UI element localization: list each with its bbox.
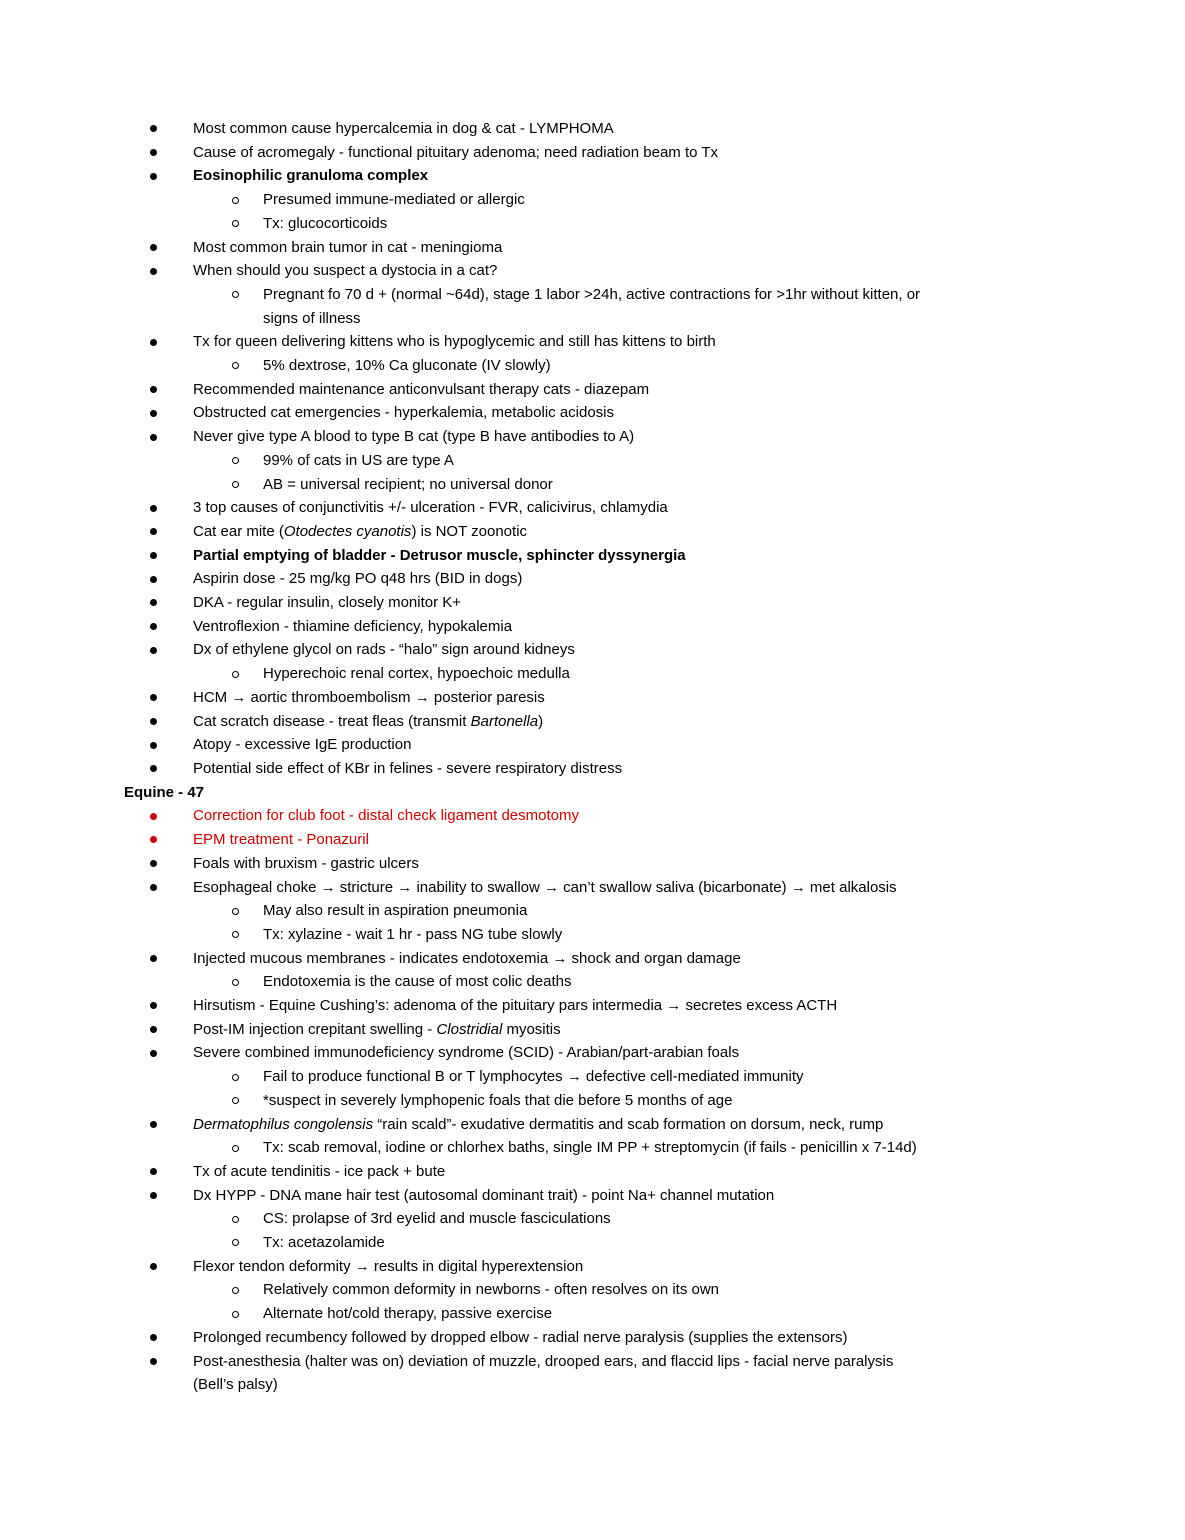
list-item	[124, 947, 1090, 971]
disc-bullet-icon	[150, 647, 157, 654]
text-run: Presumed immune-mediated or allergic	[263, 191, 525, 209]
disc-bullet-icon	[150, 742, 157, 749]
line-text	[193, 831, 369, 848]
list-item	[124, 591, 1090, 615]
line-text	[263, 191, 525, 208]
disc-bullet-icon	[150, 599, 157, 606]
circle-bullet-icon	[232, 481, 239, 488]
line-text	[193, 1258, 583, 1275]
text-run: Potential side effect of KBr in felines - severe respiratory distress	[193, 759, 623, 777]
text-run: May also result in aspiration pneumonia	[263, 902, 528, 920]
line-text	[263, 1068, 804, 1085]
list-item	[124, 994, 1090, 1018]
disc-bullet-icon	[150, 1050, 157, 1057]
circle-bullet-icon	[232, 1287, 239, 1294]
disc-bullet-icon	[150, 623, 157, 630]
text-run: When should you suspect a dystocia in a cat?	[193, 262, 498, 280]
text-run: Foals with bruxism - gastric ulcers	[193, 854, 419, 872]
list-item	[124, 283, 1090, 330]
list-item	[124, 1350, 1090, 1397]
line-text	[193, 689, 545, 706]
line-text	[263, 357, 551, 374]
list-item	[124, 401, 1090, 425]
disc-bullet-icon	[150, 955, 157, 962]
line-text	[193, 1329, 848, 1346]
list-item	[124, 259, 1090, 283]
circle-bullet-icon	[232, 1145, 239, 1152]
circle-bullet-icon	[232, 362, 239, 369]
section-heading	[124, 781, 1090, 805]
text-run: )	[538, 712, 544, 730]
text-run: Tx for queen delivering kittens who is hypoglycemic and still has kittens to birth	[193, 333, 716, 351]
text-run: Most common cause hypercalcemia in dog & cat - LYMPHOMA	[193, 120, 614, 137]
list-item	[124, 615, 1090, 639]
disc-bullet-icon	[150, 244, 157, 251]
line-text	[193, 428, 634, 445]
disc-bullet-icon	[150, 434, 157, 441]
line-text	[193, 262, 497, 279]
text-run: Recommended maintenance anticonvulsant therapy cats - diazepam	[193, 380, 650, 398]
text-run: Obstructed cat emergencies - hyperkalemia, metabolic acidosis	[193, 404, 615, 422]
text-run: Tx: glucocorticoids	[263, 214, 388, 232]
list-item	[124, 544, 1090, 568]
line-text	[193, 641, 575, 658]
list-item	[124, 425, 1090, 449]
circle-bullet-icon	[232, 1239, 239, 1246]
text-run: 5% dextrose, 10% Ca gluconate (IV slowly)	[263, 357, 551, 375]
line-text	[263, 215, 387, 232]
list-item	[124, 1207, 1090, 1231]
line-text	[193, 499, 668, 516]
disc-bullet-icon	[150, 576, 157, 583]
disc-bullet-icon	[150, 410, 157, 417]
text-run: AB = universal recipient; no universal donor	[263, 475, 553, 493]
line-text	[193, 523, 527, 540]
line-text	[193, 618, 512, 635]
line-text	[193, 1353, 893, 1394]
list-item	[124, 710, 1090, 734]
text-run: Tx: scab removal, iodine or chlorhex baths, single IM PP + streptomycin (if fails - penicillin x 7-14d)	[263, 1139, 917, 1157]
list-item	[124, 354, 1090, 378]
line-text	[263, 665, 570, 682]
list-item	[124, 1278, 1090, 1302]
text-run: 99% of cats in US are type A	[263, 451, 454, 469]
line-text	[263, 1139, 917, 1156]
disc-bullet-icon	[150, 125, 157, 132]
text-run: Tx of acute tendinitis - ice pack + bute	[193, 1162, 446, 1180]
text-run: Cause of acromegaly - functional pituitary adenoma; need radiation beam to Tx	[193, 143, 719, 161]
text-run: Hirsutism - Equine Cushing’s: adenoma of the pituitary pars intermedia → secretes excess ACTH	[193, 997, 838, 1015]
line-text	[193, 333, 716, 350]
text-run: Severe combined immunodeficiency syndrome (SCID) - Arabian/part-arabian foals	[193, 1044, 740, 1062]
disc-bullet-icon	[150, 694, 157, 701]
list-item	[124, 212, 1090, 236]
line-text	[193, 1187, 774, 1204]
disc-bullet-icon	[150, 860, 157, 867]
circle-bullet-icon	[232, 1074, 239, 1081]
text-run: Correction for club foot - distal check ligament desmotomy	[193, 807, 579, 825]
text-run: Injected mucous membranes - indicates endotoxemia → shock and organ damage	[193, 949, 741, 967]
disc-bullet-icon	[150, 718, 157, 725]
line-text	[193, 1044, 739, 1061]
list-item	[124, 1041, 1090, 1065]
line-text	[193, 807, 579, 824]
line-text	[263, 973, 572, 990]
line-text	[193, 855, 419, 872]
text-run: 3 top causes of conjunctivitis +/- ulceration - FVR, calicivirus, chlamydia	[193, 499, 668, 517]
disc-bullet-icon	[150, 836, 157, 843]
list-item	[124, 1231, 1090, 1255]
text-run: “rain scald”- exudative dermatitis and scab formation on dorsum, neck, rump	[373, 1115, 884, 1133]
list-item	[124, 1184, 1090, 1208]
circle-bullet-icon	[232, 457, 239, 464]
line-text	[263, 926, 562, 943]
line-text	[193, 167, 428, 184]
circle-bullet-icon	[232, 931, 239, 938]
disc-bullet-icon	[150, 552, 157, 559]
text-run: signs of illness	[263, 309, 361, 327]
list-item	[124, 662, 1090, 686]
disc-bullet-icon	[150, 1358, 157, 1365]
line-text	[193, 120, 614, 137]
circle-bullet-icon	[232, 291, 239, 298]
text-run: Atopy - excessive IgE production	[193, 736, 412, 754]
list-item	[124, 330, 1090, 354]
text-run: *suspect in severely lymphopenic foals that die before 5 months of age	[263, 1091, 733, 1109]
disc-bullet-icon	[150, 1263, 157, 1270]
disc-bullet-icon	[150, 386, 157, 393]
disc-bullet-icon	[150, 1168, 157, 1175]
disc-bullet-icon	[150, 813, 157, 820]
line-text	[193, 1116, 883, 1133]
line-text	[193, 1021, 561, 1038]
text-run: (Bell’s palsy)	[193, 1376, 278, 1394]
text-run: Partial emptying of bladder - Detrusor muscle, sphincter dyssynergia	[193, 546, 686, 564]
line-text	[263, 1234, 385, 1251]
line-text	[124, 784, 204, 801]
italic-text-run: Dermatophilus congolensis	[193, 1115, 374, 1133]
disc-bullet-icon	[150, 765, 157, 772]
line-text	[193, 760, 622, 777]
line-text	[193, 570, 522, 587]
circle-bullet-icon	[232, 979, 239, 986]
line-text	[263, 1092, 732, 1109]
list-item	[124, 638, 1090, 662]
text-run: myositis	[502, 1020, 561, 1038]
disc-bullet-icon	[150, 1121, 157, 1128]
list-item	[124, 852, 1090, 876]
list-item	[124, 1136, 1090, 1160]
italic-text-run: Clostridial	[436, 1020, 503, 1038]
disc-bullet-icon	[150, 149, 157, 156]
circle-bullet-icon	[232, 1311, 239, 1318]
text-run: CS: prolapse of 3rd eyelid and muscle fasciculations	[263, 1210, 611, 1228]
text-run: Relatively common deformity in newborns - often resolves on its own	[263, 1281, 720, 1299]
text-run: Hyperechoic renal cortex, hypoechoic medulla	[263, 665, 570, 683]
text-run: Cat scratch disease - treat fleas (transmit	[193, 712, 471, 730]
circle-bullet-icon	[232, 197, 239, 204]
line-text	[193, 879, 897, 896]
text-run: Most common brain tumor in cat - meningioma	[193, 238, 503, 256]
list-item	[124, 188, 1090, 212]
disc-bullet-icon	[150, 1002, 157, 1009]
disc-bullet-icon	[150, 884, 157, 891]
text-run: Post-anesthesia (halter was on) deviation of muzzle, drooped ears, and flaccid lips - facial nerve paralysis	[193, 1352, 894, 1370]
text-run: Post-IM injection crepitant swelling -	[193, 1020, 437, 1038]
circle-bullet-icon	[232, 1097, 239, 1104]
list-item	[124, 473, 1090, 497]
list-item	[124, 117, 1090, 141]
text-run: Ventroflexion - thiamine deficiency, hypokalemia	[193, 617, 513, 635]
list-item	[124, 970, 1090, 994]
list-item	[124, 164, 1090, 188]
disc-bullet-icon	[150, 339, 157, 346]
circle-bullet-icon	[232, 671, 239, 678]
text-run: Flexor tendon deformity → results in digital hyperextension	[193, 1257, 584, 1275]
list-item	[124, 828, 1090, 852]
disc-bullet-icon	[150, 173, 157, 180]
line-text	[193, 950, 741, 967]
line-text	[263, 1210, 611, 1227]
list-item	[124, 923, 1090, 947]
list-item	[124, 1018, 1090, 1042]
line-text	[193, 547, 686, 564]
line-text	[263, 476, 553, 493]
list-item	[124, 1113, 1090, 1137]
italic-text-run: Otodectes cyanotis	[283, 522, 412, 540]
line-text	[193, 736, 411, 753]
text-run: Eosinophilic granuloma complex	[193, 167, 429, 185]
list-item	[124, 1255, 1090, 1279]
text-run: Cat ear mite (	[193, 522, 284, 540]
line-text	[263, 902, 527, 919]
text-run: Esophageal choke → stricture → inability to swallow → can’t swallow saliva (bicarbonate) → met alkalosis	[193, 878, 897, 896]
list-item	[124, 496, 1090, 520]
list-item	[124, 1302, 1090, 1326]
list-item	[124, 757, 1090, 781]
line-text	[193, 1163, 445, 1180]
line-text	[193, 239, 502, 256]
list-item	[124, 378, 1090, 402]
circle-bullet-icon	[232, 1216, 239, 1223]
line-text	[193, 404, 614, 421]
line-text	[193, 997, 837, 1014]
disc-bullet-icon	[150, 1026, 157, 1033]
text-run: Endotoxemia is the cause of most colic deaths	[263, 973, 572, 991]
list-item	[124, 686, 1090, 710]
text-run: Dx of ethylene glycol on rads - “halo” sign around kidneys	[193, 641, 575, 659]
text-run: Tx: xylazine - wait 1 hr - pass NG tube slowly	[263, 925, 563, 943]
list-item	[124, 1065, 1090, 1089]
text-run: Equine - 47	[124, 783, 205, 801]
line-text	[263, 452, 454, 469]
text-run: Alternate hot/cold therapy, passive exercise	[263, 1305, 553, 1323]
italic-text-run: Bartonella	[470, 712, 539, 730]
list-item	[124, 141, 1090, 165]
list-item	[124, 733, 1090, 757]
circle-bullet-icon	[232, 908, 239, 915]
line-text	[193, 594, 461, 611]
text-run: Prolonged recumbency followed by dropped elbow - radial nerve paralysis (supplies the extensors)	[193, 1328, 848, 1346]
list-item	[124, 1326, 1090, 1350]
text-run: Dx HYPP - DNA mane hair test (autosomal dominant trait) - point Na+ channel mutation	[193, 1186, 775, 1204]
line-text	[263, 1281, 719, 1298]
list-item	[124, 899, 1090, 923]
line-text	[263, 286, 920, 327]
text-run: ) is NOT zoonotic	[411, 522, 528, 540]
text-run: HCM → aortic thromboembolism → posterior paresis	[193, 688, 545, 706]
disc-bullet-icon	[150, 505, 157, 512]
disc-bullet-icon	[150, 268, 157, 275]
list-item	[124, 520, 1090, 544]
text-run: Fail to produce functional B or T lymphocytes → defective cell-mediated immunity	[263, 1068, 804, 1086]
text-run: EPM treatment - Ponazuril	[193, 831, 369, 849]
document-body[interactable]	[124, 117, 1090, 1397]
line-text	[263, 1305, 552, 1322]
line-text	[193, 381, 649, 398]
list-item	[124, 567, 1090, 591]
list-item	[124, 449, 1090, 473]
list-item	[124, 804, 1090, 828]
list-item	[124, 876, 1090, 900]
list-item	[124, 1089, 1090, 1113]
line-text	[193, 713, 543, 730]
circle-bullet-icon	[232, 220, 239, 227]
disc-bullet-icon	[150, 528, 157, 535]
disc-bullet-icon	[150, 1334, 157, 1341]
text-run: DKA - regular insulin, closely monitor K+	[193, 594, 462, 612]
line-text	[193, 144, 718, 161]
text-run: Never give type A blood to type B cat (type B have antibodies to A)	[193, 428, 635, 446]
text-run: Pregnant fo 70 d + (normal ~64d), stage 1 labor >24h, active contractions for >1hr without kitten, or	[263, 285, 921, 303]
disc-bullet-icon	[150, 1192, 157, 1199]
text-run: Aspirin dose - 25 mg/kg PO q48 hrs (BID in dogs)	[193, 570, 523, 588]
list-item	[124, 236, 1090, 260]
text-run: Tx: acetazolamide	[263, 1234, 385, 1252]
list-item	[124, 1160, 1090, 1184]
